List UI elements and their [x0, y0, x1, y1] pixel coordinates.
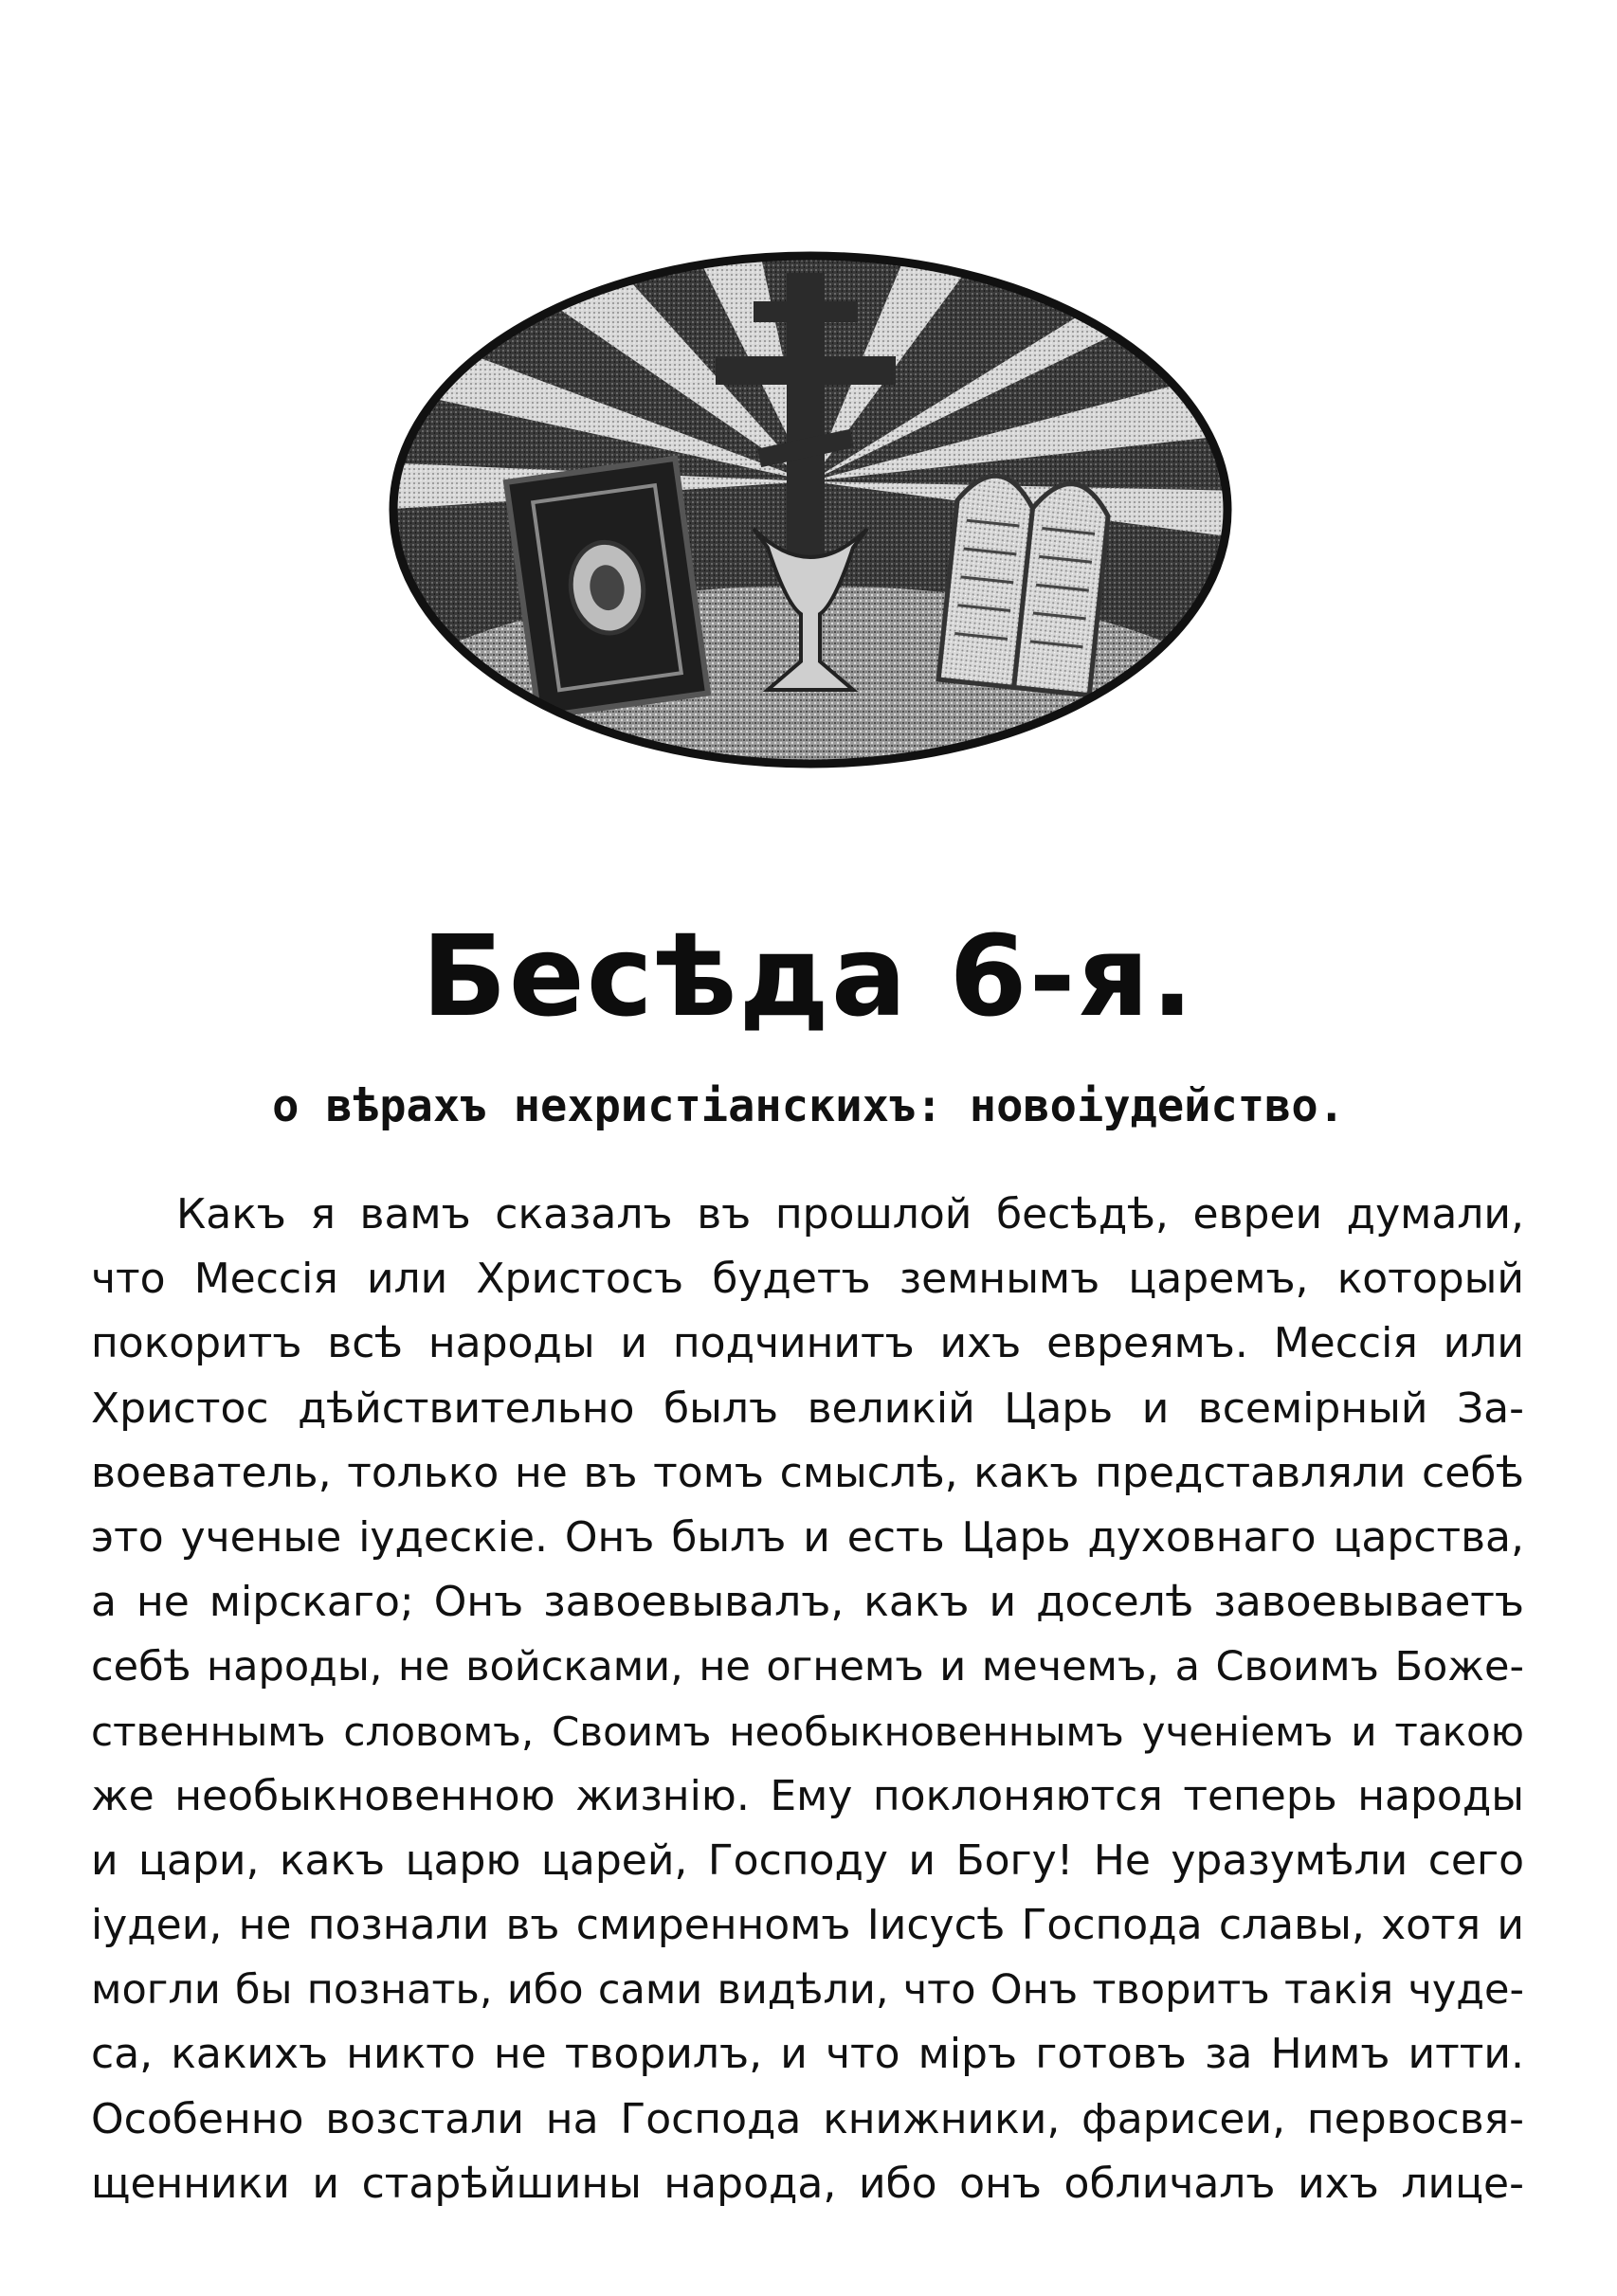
- page-subtitle: о вѣрахъ нехристіанскихъ: новоіудейство.: [272, 1080, 1345, 1132]
- text-line: Особенно возстали на Господа книжники, фарисеи, первосвя-: [91, 2094, 1524, 2143]
- text-line: іудеи, не познали въ смиренномъ Іисусѣ Господа славы, хотя и: [91, 1901, 1524, 1950]
- text-line: Какъ я вамъ сказалъ въ прошлой бесѣдѣ, евреи думали,: [176, 1190, 1524, 1238]
- text-line: ственнымъ словомъ, Своимъ необыкновеннымъ ученіемъ и такою: [91, 1708, 1524, 1755]
- text-line: са, какихъ никто не творилъ, и что міръ готовъ за Нимъ итти.: [91, 2030, 1524, 2079]
- text-line: что Мессія или Христосъ будетъ земнымъ царемъ, который: [91, 1255, 1524, 1304]
- text-line: воеватель, только не въ томъ смыслѣ, какъ представляли себѣ: [91, 1448, 1524, 1497]
- text-line: это ученые іудескіе. Онъ былъ и есть Царь духовнаго царства,: [91, 1512, 1524, 1562]
- text-line: и цари, какъ царю царей, Господу и Богу! Не уразумѣли сего: [91, 1835, 1524, 1885]
- page-title: Бесѣда 6-я.: [421, 911, 1196, 1041]
- text-line: же необыкновенною жизнію. Ему поклоняются теперь народы: [91, 1771, 1524, 1820]
- text-line: себѣ народы, не войсками, не огнемъ и мечемъ, а Своимъ Боже-: [91, 1643, 1524, 1691]
- text-line: а не мірскаго; Онъ завоевывалъ, какъ и доселѣ завоевываетъ: [91, 1578, 1524, 1627]
- cross-tablets-gospel-vignette-icon: [379, 244, 1242, 775]
- text-line: щенники и старѣйшины народа, ибо онъ обличалъ ихъ лице-: [91, 2159, 1524, 2208]
- text-line: могли бы познать, ибо сами видѣли, что Онъ творитъ такія чуде-: [91, 1966, 1524, 2015]
- text-line: покоритъ всѣ народы и подчинитъ ихъ евреямъ. Мессія или: [91, 1319, 1524, 1368]
- text-line: Христос дѣйствительно былъ великій Царь и всемірный За-: [91, 1383, 1524, 1433]
- body-paragraph: [91, 1183, 1524, 2216]
